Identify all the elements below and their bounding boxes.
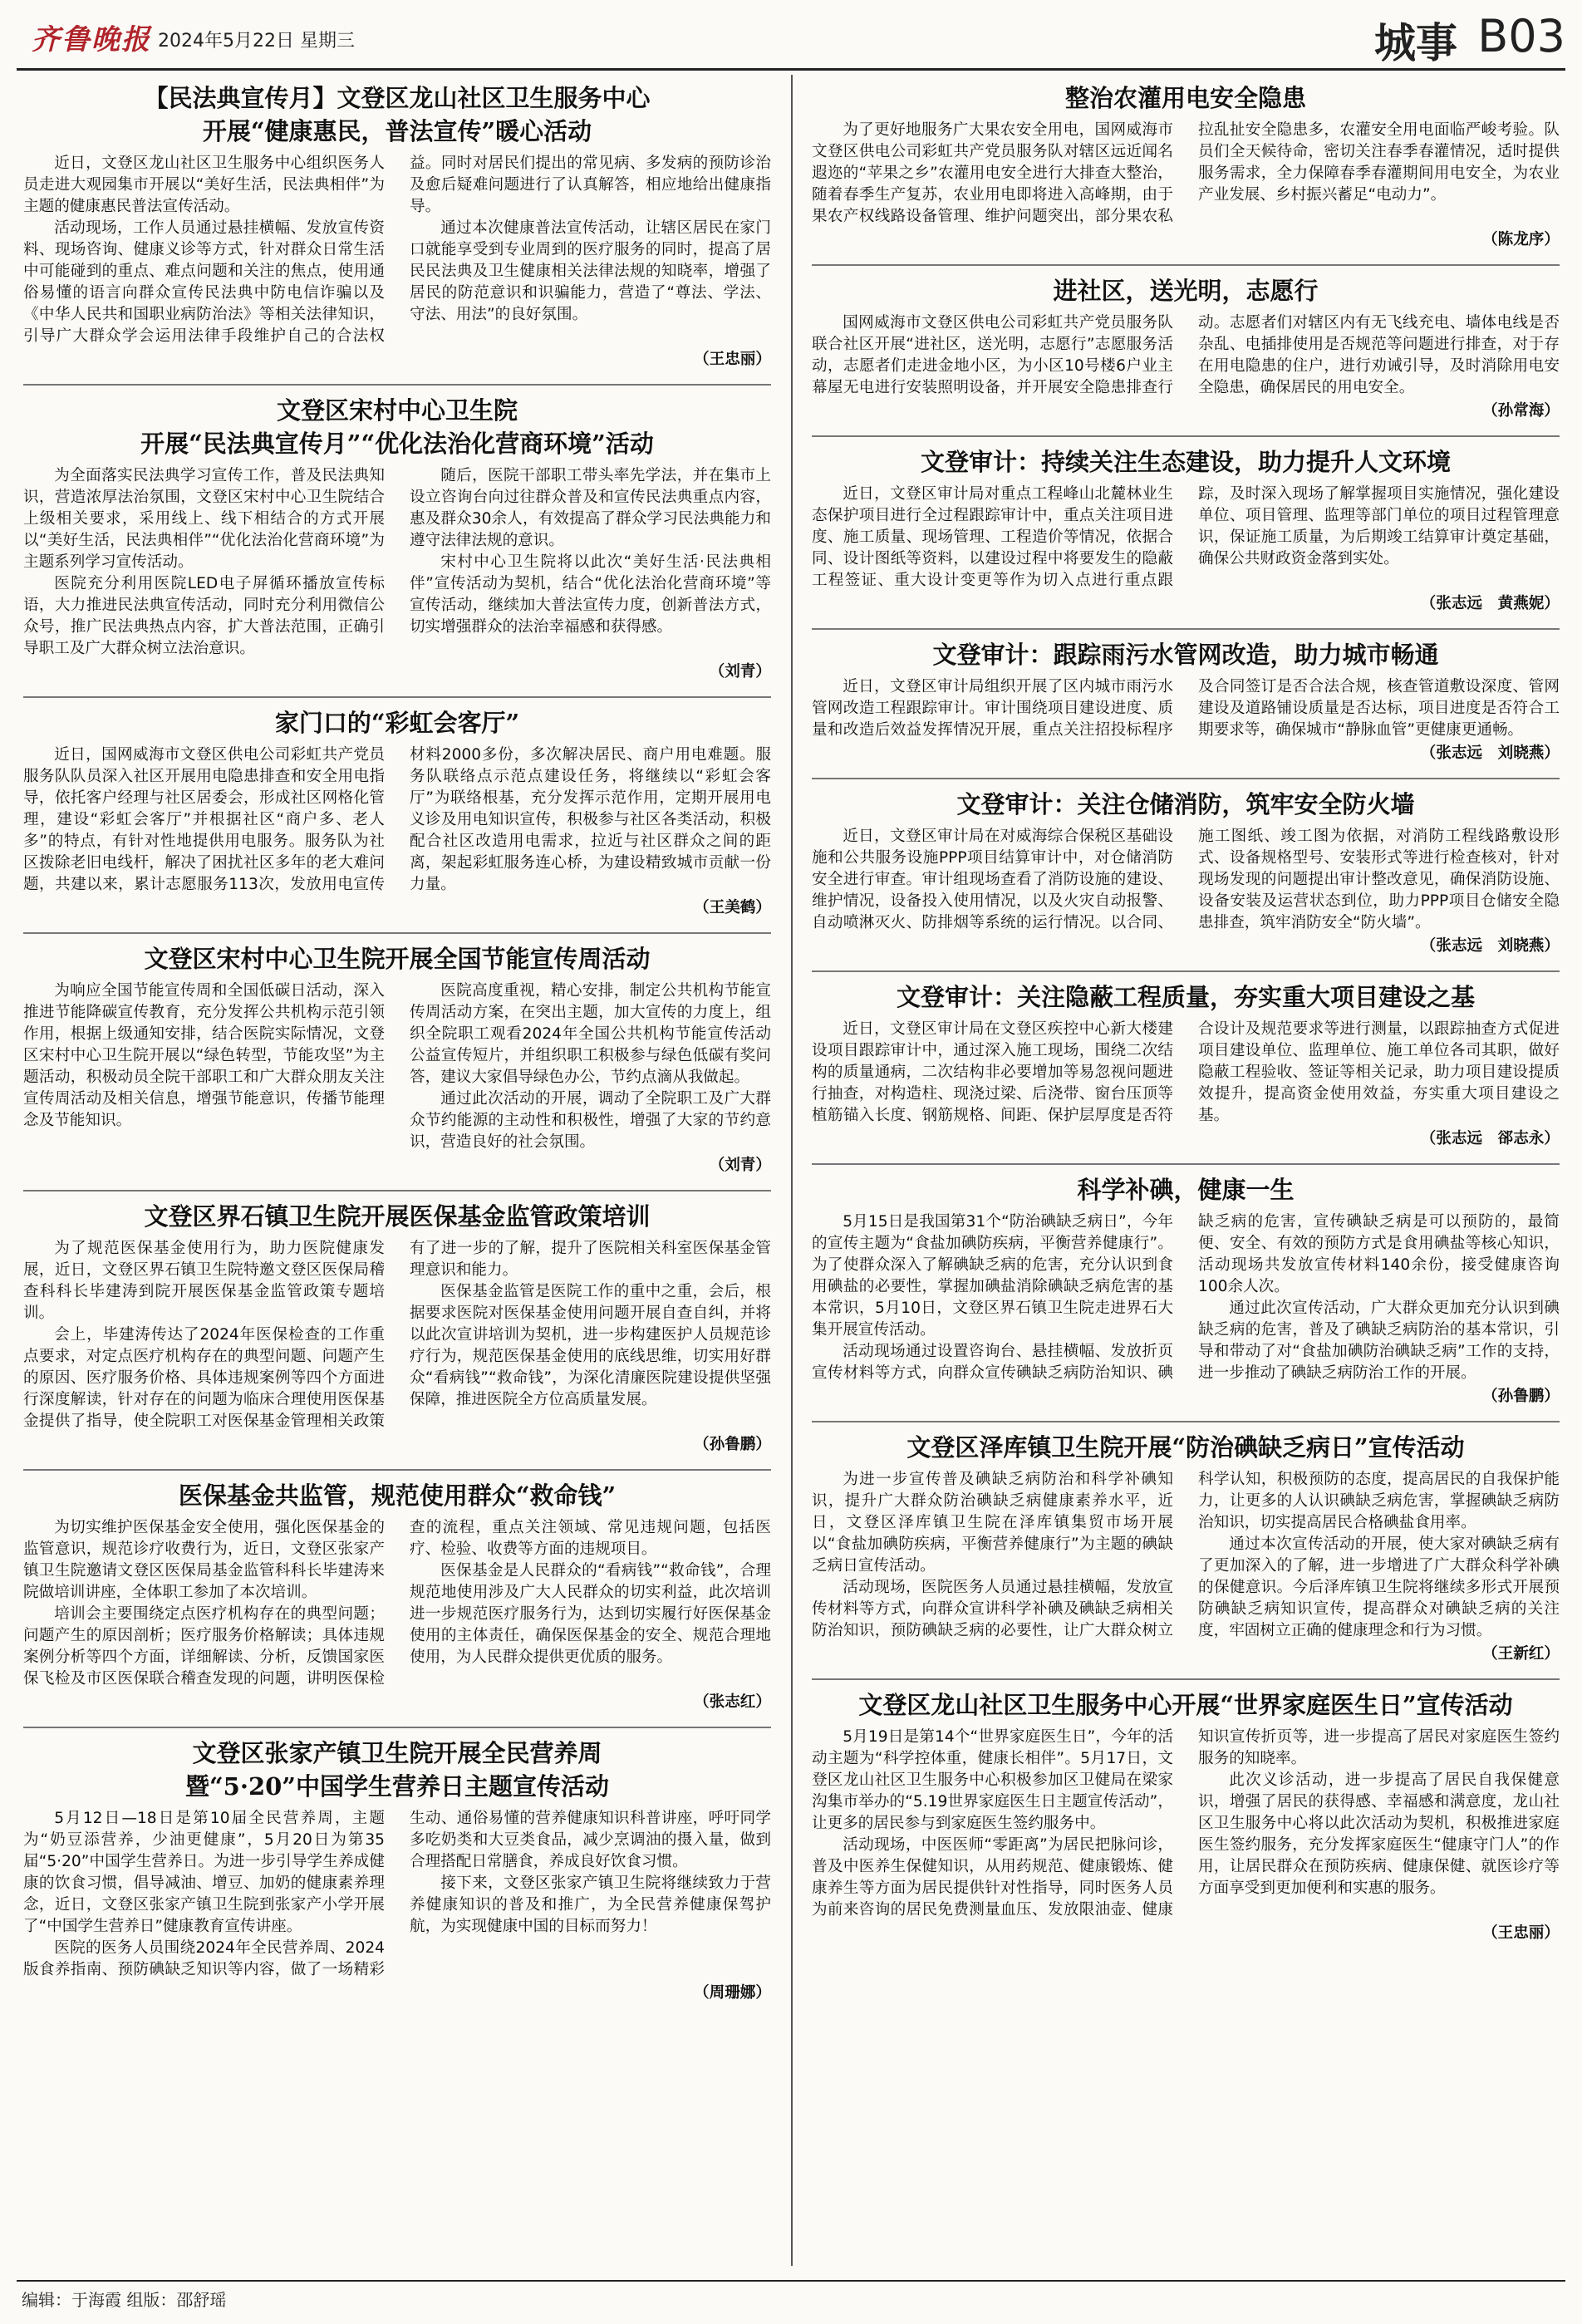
article-author: （王新红） — [1482, 1645, 1560, 1663]
article-body — [812, 676, 1560, 741]
article-paragraph: 为切实维护医保基金安全使用，强化医保基金的监管意识，规范诊疗收费行为，近日，文登区张家产镇卫生院邀请文登区医保局基金监管科科长毕建涛来院做培训讲座，全体职工参加了本次培训。 — [23, 1519, 385, 1601]
article-paragraph: 为响应全国节能宣传周和全国低碳日活动，深入推进节能降碳宣传教育，充分发挥公共机构示范引领作用，根据上级通知安排，结合医院实际情况，文登区宋村中心卫生院开展以“绿色转型，节能攻坚”为主题活动，积极动员全院干部职工和广大群众朋友关注宣传周活动及相关信息，增强节能意识，传播节能理念及节能知识。 — [23, 982, 385, 1129]
article-headline — [812, 980, 1560, 1014]
headline-line: 暨“5·20”中国学生营养日主题宣传活动 — [185, 1772, 609, 1801]
article-paragraph: 培训会主要围绕定点医疗机构存在的典型问题；问题产生的原因剖析；医疗服务价格解读；具体违规案例分析等四个方面，详细解读、分析，反馈国家医保飞检及市区医保联合稽查发现的问题，讲明医保检查的流程，重点关注领域、常见违规问题，包括医疗、检验、收费等方面的违规项目。 — [23, 1519, 771, 1688]
article-author: （张志远 刘晓燕） — [1420, 744, 1560, 762]
article — [812, 81, 1560, 251]
article-paragraph: 通过此次活动的开展，调动了全院职工及广大群众节约能源的主动性和积极性，增强了大家的节约意识，营造良好的社会氛围。 — [410, 1090, 771, 1151]
article-paragraph: 医院高度重视，精心安排，制定公共机构节能宣传周活动方案，在突出主题，加大宣传的力度上，组织全院职工观看2024年全国公共机构节能宣传活动公益宣传短片，并组织职工积极参与绿色低碳有奖问答，建议大家倡导绿色办公，节约点滴从我做起。 — [410, 982, 771, 1086]
article-paragraph: 活动现场，工作人员通过悬挂横幅、发放宣传资料、现场咨询、健康义诊等方式，针对群众日常生活中可能碰到的重点、难点问题和关注的焦点，使用通俗易懂的语言向群众宣传民法典中防电信诈骗以及《中华人民共和国职业病防治法》等相关法律知识，引导广大群众学会运用法律手段维护自己的合法权益。同时对居民们提出的常见病、多发病的预防诊治及愈后疑难问题进行了认真解答，相应地给出健康指导。 — [23, 155, 771, 345]
left-column — [23, 81, 771, 2017]
article-author: （刘青） — [709, 1157, 771, 1174]
newspaper-logo: 齐鲁晚报 — [32, 23, 151, 57]
article-separator — [812, 970, 1560, 972]
article — [812, 638, 1560, 764]
headline-line: 开展“民法典宣传月”“优化法治化营商环境”活动 — [140, 430, 654, 458]
headline-line: 文登区界石镇卫生院开展医保基金监管政策培训 — [144, 1202, 651, 1231]
article-author: （孙鲁鹏） — [694, 1436, 771, 1453]
article-headline — [812, 1688, 1560, 1722]
article-headline — [812, 638, 1560, 671]
article — [812, 1688, 1560, 1944]
article-headline — [812, 274, 1560, 307]
article-paragraph: 医院的医务人员围绕2024年全民营养周、2024版食养指南、预防碘缺乏知识等内容，做了一场精彩生动、通俗易懂的营养健康知识科普讲座，呼吁同学多吃奶类和大豆类食品，减少烹调油的摄入量，做到合理搭配日常膳食，养成良好饮食习惯。 — [23, 1810, 771, 1978]
article — [812, 788, 1560, 957]
article-paragraph: 接下来，文登区张家产镇卫生院将继续致力于营养健康知识的普及和推广，为全民营养健康保驾护航，为实现健康中国的目标而努力！ — [410, 1874, 771, 1935]
headline-line: 进社区，送光明，志愿行 — [1053, 277, 1319, 305]
article-separator — [23, 1727, 771, 1728]
article-headline — [23, 81, 771, 148]
headline-line: 文登区龙山社区卫生服务中心开展“世界家庭医生日”宣传活动 — [858, 1691, 1513, 1719]
article-body — [23, 1517, 771, 1690]
article-paragraph: 活动现场，医院医务人员通过悬挂横幅，发放宣传材料等方式，向群众宣讲科学补碘及碘缺乏病相关防治知识，预防碘缺乏病的必要性，让广大群众树立科学认知，积极预防的态度，提高居民的自我保护能力，让更多的人认识碘缺乏病危害，掌握碘缺乏病防治知识，切实提高居民合格碘盐食用率。 — [812, 1471, 1560, 1639]
article-author: （孙常海） — [1482, 402, 1560, 420]
article-headline — [23, 1737, 771, 1803]
headline-line: 文登区宋村中心卫生院 — [276, 396, 518, 425]
article-paragraph: 会上，毕建涛传达了2024年医保检查的工作重点要求，对定点医疗机构存在的典型问题、问题产生的原因、医疗服务价格、具体违规案例等四个方面进行深度解读，针对存在的问题为临床合理使用医保基金提供了指导，使全院职工对医保基金管理相关政策有了进一步的了解，提升了医院相关科室医保基金管理意识和能力。 — [23, 1240, 771, 1430]
article-body — [812, 120, 1560, 228]
article-paragraph: 国网威海市文登区供电公司彩虹共产党员服务队联合社区开展“进社区，送光明，志愿行”志愿服务活动，志愿者们走进金地小区，为小区10号楼6户业主幕屋无电进行安装照明设备，并开展安全隐患排查行动。志愿者们对辖区内有无飞线充电、墙体电线是否杂乱、电插排使用是否规范等问题进行排查，对于存在用电隐患的住户，进行劝诫引导，及时消除用电安全隐患，确保居民的用电安全。 — [812, 314, 1560, 396]
article-paragraph: 医保基金监管是医院工作的重中之重，会后，根据要求医院对医保基金使用问题开展自查自纠，并将以此次宣讲培训为契机，进一步构建医护人员规范诊疗行为，规范医保基金使用的底线思维，切实用好群众“看病钱”“救命钱”，为深化清廉医院建设提供坚强保障，推进医院全方位高质量发展。 — [410, 1283, 771, 1408]
article-author: （张志远 刘晓燕） — [1420, 937, 1560, 955]
article-separator — [23, 384, 771, 386]
headline-line: 整治农灌用电安全隐患 — [1064, 84, 1306, 112]
article-body — [23, 153, 771, 347]
article-paragraph: 近日，文登区审计局在文登区疾控中心新大楼建设项目跟踪审计中，通过深入施工现场，围绕二次结构的质量通病，二次结构非必要增加等易忽视问题进行抽查，对构造柱、现浇过梁、后浇带、窗台压顶等植筋锚入长度、钢筋规格、间距、保护层厚度是否符合设计及规范要求等进行测量，以跟踪抽查方式促进项目建设单位、监理单位、施工单位各司其职，做好隐蔽工程验收、签证等相关记录，助力项目建设提质效提升，提高资金使用效益，夯实重大项目建设之基。 — [812, 1020, 1560, 1124]
headline-line: 科学补碘，健康一生 — [1077, 1176, 1295, 1204]
article-paragraph: 近日，国网威海市文登区供电公司彩虹共产党员服务队队员深入社区开展用电隐患排查和安全用电指导，依托客户经理与社区居委会，形成社区网格化管理，建设“彩虹会客厅”并根据社区“商户多、老人多”的特点，有针对性地提供用电服务。服务队为社区拨除老旧电线杆，解决了困扰社区多年的老大难问题，共建以来，累计志愿服务113次，发放用电宣传材料2000多份，多次解决居民、商户用电难题。服务队联络点示范点建设任务，将继续以“彩虹会客厅”为联络根基，充分发挥示范作用，定期开展用电义诊及用电知识宣传，积极参与社区各类活动，积极配合社区改造用电需求，拉近与社区群众之间的距离，架起彩虹服务连心桥，为建设精致城市贡献一份力量。 — [23, 746, 771, 893]
article-headline — [23, 706, 771, 739]
article — [812, 274, 1560, 422]
article-separator — [23, 696, 771, 698]
headline-line: 文登审计：关注仓储消防，筑牢安全防火墙 — [956, 790, 1415, 818]
article-author: （张志远 郤志永） — [1420, 1130, 1560, 1147]
article-paragraph: 近日，文登区审计局在对威海综合保税区基础设施和公共服务设施PPP项目结算审计中，对仓储消防安全进行审查。审计组现场查看了消防设施的建设、维护情况，设备投入使用情况，以及火灾自动报警、自动喷淋灭火、防排烟等系统的运行情况。以合同、施工图纸、竣工图为依据，对消防工程线路敷设形式、设备规格型号、安装形式等进行检查核对，针对现场发现的问题提出审计整改意见，确保消防设施、设备安装及运营状态到位，助力PPP项目仓储安全隐患排查，筑牢消防安全“防火墙”。 — [812, 828, 1560, 931]
article-body — [23, 980, 771, 1153]
article — [23, 394, 771, 683]
article-author: （周珊娜） — [694, 1984, 771, 2002]
right-column — [812, 81, 1560, 1958]
top-rule — [17, 68, 1565, 71]
article-author: （孙鲁鹏） — [1482, 1388, 1560, 1405]
article — [23, 706, 771, 919]
headline-line: 文登审计：关注隐蔽工程质量，夯实重大项目建设之基 — [896, 983, 1475, 1011]
article-paragraph: 通过本次健康普法宣传活动，让辖区居民在家门口就能享受到专业周到的医疗服务的同时，提高了居民民法典及卫生健康相关法律法规的知晓率，增强了居民的防范意识和识骗能力，营造了“尊法、学法、守法、用法”的良好氛围。 — [410, 219, 771, 323]
headline-line: 文登审计：持续关注生态建设，助力提升人文环境 — [920, 448, 1451, 476]
article-separator — [812, 264, 1560, 266]
article-paragraph: 宋村中心卫生院将以此次“美好生活·民法典相伴”宣传活动为契机，结合“优化法治化营商环境”等宣传活动，继续加大普法宣传力度，创新普法方式，切实增强群众的法治幸福感和获得感。 — [410, 553, 771, 636]
article-headline — [23, 942, 771, 975]
article-paragraph: 5月19日是第14个“世界家庭医生日”，今年的活动主题为“科学控体重，健康长相伴”。5月17日，文登区龙山社区卫生服务中心积极参加区卫健局在梁家沟集市举办的“5.19世界家庭医生日主题宣传活动”，让更多的居民参与到家庭医生签约服务中。 — [812, 1728, 1173, 1832]
article-headline — [23, 394, 771, 460]
bottom-rule — [17, 2280, 1565, 2282]
headline-line: 文登区泽库镇卫生院开展“防治碘缺乏病日”宣传活动 — [906, 1433, 1465, 1462]
article-headline — [23, 1200, 771, 1233]
article-separator — [23, 1190, 771, 1191]
article — [812, 1431, 1560, 1665]
headline-line: 文登区张家产镇卫生院开展全民营养周 — [192, 1739, 602, 1767]
article — [23, 1737, 771, 2004]
article-headline — [23, 1479, 771, 1512]
article-paragraph: 为了更好地服务广大果农安全用电，国网威海市文登区供电公司彩虹共产党员服务队对辖区远近闻名遐迩的“苹果之乡”农灌用电安全进行大排查大整治，随着春季生产复苏，农业用电即将进入高峰期，由于果农产权线路设备管理、维护问题突出，部分果农私拉乱扯安全隐患多，农灌安全用电面临严峻考验。队员们全天候待命，密切关注春季春灌情况，适时提供服务需求，全力保障春季春灌期间用电安全，为农业产业发展、乡村振兴蓄足“电动力”。 — [812, 121, 1560, 225]
article-body — [812, 1469, 1560, 1642]
article-headline — [812, 1431, 1560, 1464]
headline-line: 文登审计：跟踪雨污水管网改造，助力城市畅通 — [932, 641, 1439, 669]
issue-date: 2024年5月22日 星期三 — [158, 31, 355, 52]
article-author: （王美鹤） — [694, 899, 771, 916]
article-separator — [23, 932, 771, 934]
article — [812, 980, 1560, 1150]
article-body — [812, 826, 1560, 934]
article-author: （陈龙序） — [1482, 231, 1560, 248]
article — [23, 81, 771, 371]
article-body — [812, 1019, 1560, 1127]
article-body — [812, 312, 1560, 399]
article — [23, 942, 771, 1177]
article-separator — [23, 1469, 771, 1471]
headline-line: 家门口的“彩虹会客厅” — [274, 709, 520, 737]
headline-line: 【民法典宣传月】文登区龙山社区卫生服务中心 — [144, 84, 651, 112]
article-headline — [812, 445, 1560, 479]
article-body — [812, 484, 1560, 592]
headline-line: 文登区宋村中心卫生院开展全国节能宣传周活动 — [144, 945, 651, 973]
article-paragraph: 为进一步宣传普及碘缺乏病防治和科学补碘知识，提升广大群众防治碘缺乏病健康素养水平，近日，文登区泽库镇卫生院在泽库镇集贸市场开展以“食盐加碘防疾病，平衡营养健康行”为主题的碘缺乏病日宣传活动。 — [812, 1471, 1173, 1575]
article-author: （刘青） — [709, 663, 771, 680]
article-paragraph: 通过本次宣传活动的开展，使大家对碘缺乏病有了更加深入的了解，进一步增进了广大群众科学补碘的保健意识。今后泽库镇卫生院将继续多形式开展预防碘缺乏病知识宣传，提高群众对碘缺乏病的关注度，牢固树立正确的健康理念和行为习惯。 — [1198, 1535, 1560, 1639]
article-separator — [812, 1421, 1560, 1422]
masthead — [0, 0, 1582, 68]
article-headline — [812, 81, 1560, 115]
article-paragraph: 医保基金是人民群众的“看病钱”“救命钱”，合理规范地使用涉及广大人民群众的切实利益，此次培训进一步规范医疗服务行为，达到切实履行好医保基金使用的主体责任，确保医保基金的安全、规范合理地使用，为人民群众提供更优质的服务。 — [410, 1562, 771, 1666]
article — [23, 1200, 771, 1456]
article-separator — [812, 628, 1560, 630]
article-separator — [812, 778, 1560, 779]
article-body — [23, 465, 771, 660]
article — [23, 1479, 771, 1713]
article-paragraph: 近日，文登区审计局组织开展了区内城市雨污水管网改造工程跟踪审计。审计围绕项目建设进度、质量和改造后效益发挥情况开展，重点关注招投标程序及合同签订是否合法合规，核查管道敷设深度、管网建设及道路铺设质量是否达标，项目进度是否符合工期要求等，确保城市“静脉血管”更健康更通畅。 — [812, 678, 1560, 739]
article-separator — [812, 1163, 1560, 1165]
article-paragraph: 通过此次宣传活动，广大群众更加充分认识到碘缺乏病的危害，普及了碘缺乏病防治的基本常识，引导和带动了对“食盐加碘防治碘缺乏病”工作的支持，进一步推动了碘缺乏病防治工作的开展。 — [1198, 1300, 1560, 1382]
article-separator — [812, 1678, 1560, 1680]
article — [812, 1173, 1560, 1408]
article-paragraph: 此次义诊活动，进一步提高了居民自我保健意识，增强了居民的获得感、幸福感和满意度，龙山社区卫生服务中心将以此次活动为契机，积极推进家庭医生签约服务，充分发挥家庭医生“健康守门人”的作用，让居民群众在预防疾病、健康保健、就医诊疗等方面享受到更加便利和实惠的服务。 — [1198, 1771, 1560, 1897]
article-paragraph: 活动现场，中医医师“零距离”为居民把脉问诊，普及中医养生保健知识，从用药规范、健康锻炼、健康养生等方面为居民提供针对性指导，同时医务人员为前来咨询的居民免费测量血压、发放限油壶、健康知识宣传折页等，进一步提高了居民对家庭医生签约服务的知晓率。 — [812, 1728, 1560, 1919]
article-headline — [812, 788, 1560, 821]
article — [812, 445, 1560, 615]
article-paragraph: 近日，文登区龙山社区卫生服务中心组织医务人员走进大观园集市开展以“美好生活，民法典相伴”为主题的健康惠民普法宣传活动。 — [23, 155, 385, 215]
article-body — [812, 1727, 1560, 1921]
article-separator — [812, 435, 1560, 437]
article-paragraph: 5月15日是我国第31个“防治碘缺乏病日”，今年的宣传主题为“食盐加碘防疾病，平衡营养健康行”。为了使群众深入了解碘缺乏病的危害，充分认识到食用碘盐的必要性，掌握加碘盐消除碘缺乏病危害的基本常识，5月10日，文登区界石镇卫生院走进界石大集开展宣传活动。 — [812, 1213, 1173, 1339]
article-author: （张志红） — [694, 1693, 771, 1711]
article-paragraph: 医院充分利用医院LED电子屏循环播放宣传标语，大力推进民法典宣传活动，同时充分利用微信公众号，推广民法典热点内容，扩大普法范围，正确引导职工及广大群众树立法治意识。 — [23, 575, 385, 657]
article-body — [23, 1238, 771, 1432]
editor-credits: 编辑：于海霞 组版：邵舒瑶 — [22, 2290, 227, 2310]
article-body — [23, 744, 771, 896]
page-number: B03 — [1477, 10, 1565, 62]
article-paragraph: 近日，文登区审计局对重点工程峰山北麓林业生态保护项目进行全过程跟踪审计中，重点关注项目进度、施工质量、现场管理、工程造价等情况，依据合同、设计图纸等资料，以建设过程中将要发生的隐蔽工程签证、重大设计变更等作为切入点进行重点跟踪，及时深入现场了解掌握项目实施情况，强化建设单位、项目管理、监理等部门单位的项目过程管理意识，保证施工质量，为后期竣工结算审计奠定基础，确保公共财政资金落到实处。 — [812, 485, 1560, 589]
article-body — [23, 1808, 771, 1981]
article-headline — [812, 1173, 1560, 1206]
article-author: （王忠丽） — [694, 351, 771, 368]
article-paragraph: 5月12日—18日是第10届全民营养周，主题为“奶豆添营养，少油更健康”，5月20日为第35届“5·20”中国学生营养日。为进一步引导学生养成健康的饮食习惯，倡导减油、增豆、加奶的健康素养理念，近日，文登区张家产镇卫生院到张家产小学开展了“中国学生营养日”健康教育宣传讲座。 — [23, 1810, 385, 1935]
article-author: （王忠丽） — [1482, 1924, 1560, 1942]
article-body — [812, 1211, 1560, 1384]
article-paragraph: 活动现场通过设置咨询台、悬挂横幅、发放折页宣传材料等方式，向群众宣传碘缺乏病防治知识、碘缺乏病的危害，宣传碘缺乏病是可以预防的，最简便、安全、有效的预防方式是食用碘盐等核心知识，活动现场共发放宣传材料140余份，接受健康咨询100余人次。 — [812, 1213, 1560, 1382]
section-title: 城事 — [1374, 18, 1457, 67]
article-paragraph: 随后，医院干部职工带头率先学法，并在集市上设立咨询台向过往群众普及和宣传民法典重点内容，惠及群众30余人，有效提高了群众学习民法典能力和遵守法律法规的意识。 — [410, 467, 771, 549]
article-author: （张志远 黄燕妮） — [1420, 595, 1560, 612]
article-paragraph: 为全面落实民法典学习宣传工作，普及民法典知识，营造浓厚法治氛围，文登区宋村中心卫生院结合上级相关要求，采用线上、线下相结合的方式开展以“美好生活，民法典相伴”“优化法治化营商环境”为主题系列学习宣传活动。 — [23, 467, 385, 571]
column-divider — [791, 75, 793, 2266]
headline-line: 医保基金共监管，规范使用群众“救命钱” — [178, 1481, 617, 1510]
article-paragraph: 为了规范医保基金使用行为，助力医院健康发展，近日，文登区界石镇卫生院特邀文登区医保局稽查科科长毕建涛到院开展医保基金监管政策专题培训。 — [23, 1240, 385, 1322]
headline-line: 开展“健康惠民，普法宣传”暖心活动 — [202, 117, 592, 145]
